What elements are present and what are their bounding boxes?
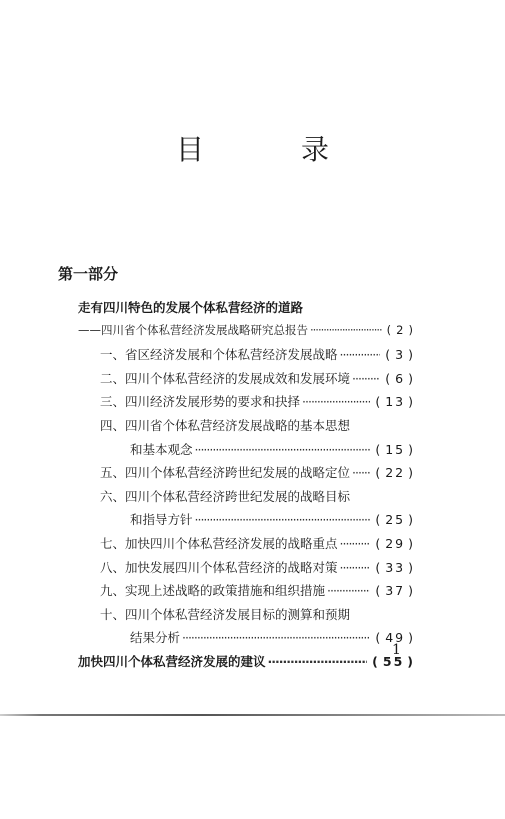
toc-entry-page-value: 2 bbox=[396, 322, 406, 337]
toc-entry bbox=[78, 652, 418, 676]
toc-entry-page: ( 3 ) bbox=[385, 347, 415, 363]
toc-entry-page-value: 55 bbox=[382, 653, 405, 669]
toc-leader-dots bbox=[268, 654, 368, 669]
toc-entry-page-value: 37 bbox=[385, 583, 406, 599]
toc-entry-number: 二、 bbox=[100, 370, 126, 386]
table-of-contents bbox=[78, 298, 418, 676]
toc-entry-page-value: 29 bbox=[385, 535, 406, 551]
toc-entry-number: 四、 bbox=[100, 417, 126, 433]
toc-entry-number: 九、 bbox=[100, 583, 126, 599]
toc-entry-page-value: 13 bbox=[385, 394, 406, 410]
part-title: 第一部分 bbox=[58, 265, 119, 283]
toc-entry-page-value: 49 bbox=[385, 630, 406, 646]
toc-leader-dots bbox=[327, 583, 370, 598]
toc-entry-page-value: 25 bbox=[385, 512, 406, 528]
toc-entry-title: ——四川省个体私营经济发展战略研究总报告 bbox=[78, 322, 308, 337]
toc-entry bbox=[78, 605, 418, 629]
toc-entry bbox=[78, 369, 418, 393]
toc-leader-dots bbox=[310, 323, 382, 337]
toc-entry-page: ( 2 ) bbox=[386, 322, 415, 337]
toc-entry-title: 加快发展四川个体私营经济的战略对策 bbox=[125, 559, 338, 575]
toc-entry-title: 四川个体私营经济跨世纪发展的战略定位 bbox=[125, 465, 351, 481]
toc-entry bbox=[78, 510, 418, 534]
toc-entry-title: 和基本观念 bbox=[130, 441, 193, 457]
toc-entry-page: ( 55 ) bbox=[372, 653, 415, 669]
toc-leader-dots bbox=[340, 347, 381, 362]
toc-entry-page: ( 37 ) bbox=[375, 583, 415, 599]
page-title: 目 录 bbox=[176, 133, 373, 166]
toc-entry-page: ( 25 ) bbox=[375, 512, 415, 528]
toc-entry bbox=[78, 392, 418, 416]
toc-entry-number: 八、 bbox=[100, 559, 126, 575]
toc-entry-title: 四川经济发展形势的要求和抉择 bbox=[125, 394, 301, 410]
toc-entry-page: ( 13 ) bbox=[375, 394, 415, 410]
toc-entry-page: ( 22 ) bbox=[375, 465, 415, 481]
toc-entry-page-value: 15 bbox=[385, 441, 406, 457]
toc-entry-page-value: 6 bbox=[395, 370, 406, 386]
toc-entry-page: ( 15 ) bbox=[375, 441, 415, 457]
toc-entry bbox=[78, 322, 418, 346]
toc-entry-page-value: 33 bbox=[385, 559, 406, 575]
toc-leader-dots bbox=[340, 560, 371, 575]
toc-entry-page-value: 3 bbox=[395, 347, 406, 363]
toc-entry-page: ( 33 ) bbox=[375, 559, 415, 575]
toc-entry-title: 实现上述战略的政策措施和组织措施 bbox=[125, 583, 326, 599]
toc-entry-number: 十、 bbox=[100, 606, 126, 622]
toc-entry bbox=[78, 463, 418, 487]
toc-entry-title: 四川个体私营经济发展目标的测算和预期 bbox=[125, 606, 351, 622]
toc-entry-title: 加快四川个体私营经济发展的建议 bbox=[78, 653, 266, 669]
toc-entry bbox=[78, 628, 418, 652]
toc-entry bbox=[78, 558, 418, 582]
bottom-rule bbox=[0, 714, 505, 716]
toc-entry-page: ( 6 ) bbox=[385, 370, 415, 386]
toc-entry-title: 四川省个体私营经济发展战略的基本思想 bbox=[125, 417, 351, 433]
toc-entry bbox=[78, 581, 418, 605]
toc-entry bbox=[78, 416, 418, 440]
toc-entry-page: ( 49 ) bbox=[375, 630, 415, 646]
toc-entry bbox=[78, 345, 418, 369]
toc-leader-dots bbox=[195, 512, 371, 527]
toc-leader-dots bbox=[340, 536, 371, 551]
toc-entry-title: 结果分析 bbox=[130, 630, 181, 646]
toc-entry-title: 四川个体私营经济的发展成效和发展环境 bbox=[125, 370, 351, 386]
toc-entry bbox=[78, 534, 418, 558]
toc-entry-number: 三、 bbox=[100, 394, 126, 410]
toc-entry-page: ( 29 ) bbox=[375, 535, 415, 551]
page-number: 1 bbox=[392, 642, 401, 658]
toc-leader-dots bbox=[302, 394, 370, 409]
toc-entry-number: 七、 bbox=[100, 535, 126, 551]
toc-leader-dots bbox=[352, 371, 380, 386]
toc-entry bbox=[78, 440, 418, 464]
toc-entry-title: 和指导方针 bbox=[130, 512, 193, 528]
toc-leader-dots bbox=[195, 442, 371, 457]
toc-entry-number: 一、 bbox=[100, 347, 126, 363]
toc-leader-dots bbox=[182, 630, 370, 645]
toc-entry-page-value: 22 bbox=[385, 465, 406, 481]
toc-entry-title: 省区经济发展和个体私营经济发展战略 bbox=[125, 347, 338, 363]
toc-entry-title: 加快四川个体私营经济发展的战略重点 bbox=[125, 535, 338, 551]
toc-entry-title: 走有四川特色的发展个体私营经济的道路 bbox=[78, 300, 304, 315]
toc-leader-dots bbox=[352, 465, 370, 480]
toc-entry bbox=[78, 298, 418, 322]
toc-entry-number: 六、 bbox=[100, 488, 126, 504]
toc-entry-title: 四川个体私营经济跨世纪发展的战略目标 bbox=[125, 488, 351, 504]
toc-entry bbox=[78, 487, 418, 511]
toc-entry-number: 五、 bbox=[100, 465, 126, 481]
